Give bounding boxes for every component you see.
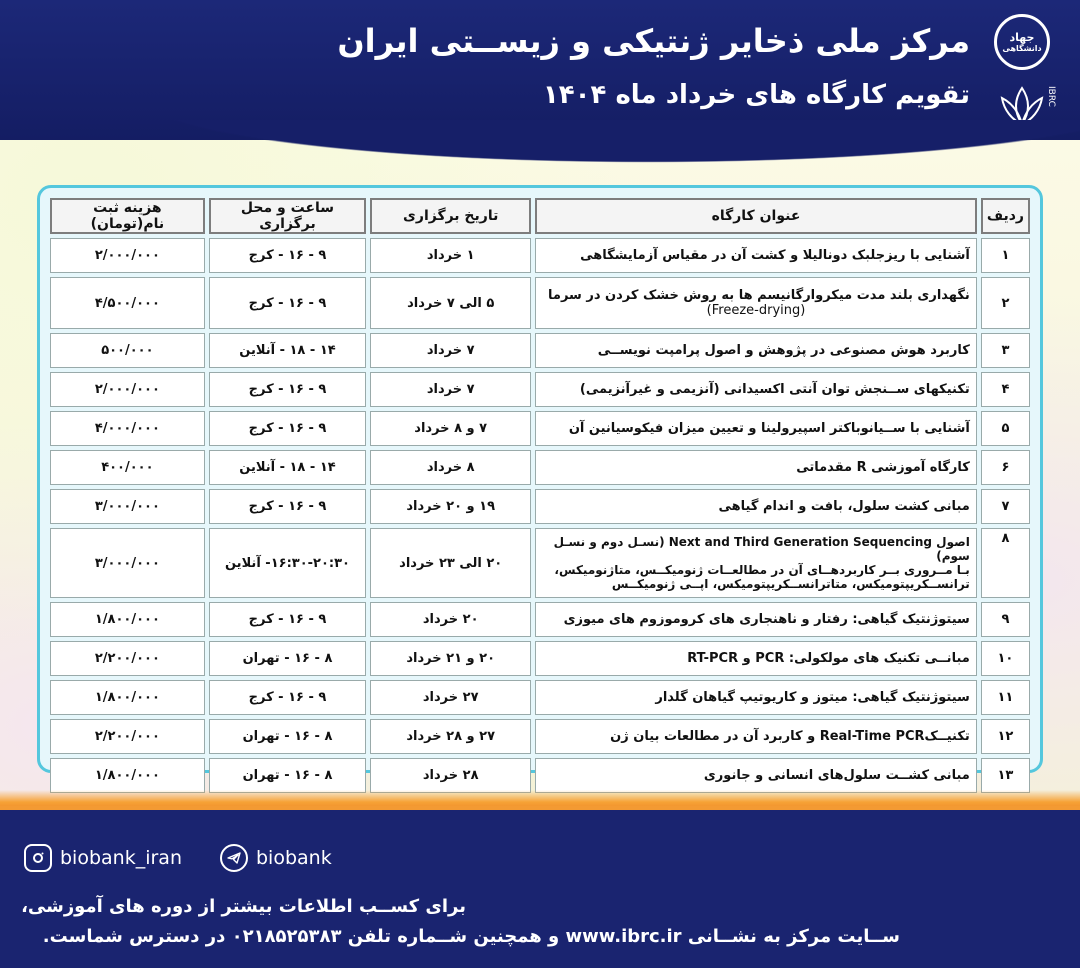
ibrc-logo-text: IBRC [1046,86,1056,107]
info-line-1: برای کســب اطلاعات بیشتر از دوره های آموزشی، [21,896,466,917]
row-time-place: ۹ - ۱۶ - کرج [209,277,367,329]
row-index: ۱۳ [981,758,1030,793]
row-time-place: ۹ - ۱۶ - کرج [209,411,367,446]
info-line-2: ســایت مرکز به نشــانی www.ibrc.ir و همچنین شــماره تلفن ۰۲۱۸۵۲۵۳۸۳ در دسترس شماست. [42,926,900,947]
row-date: ۵ الی ۷ خرداد [370,277,531,329]
row-title: آشنایی با ســیانوباکتر اسپیرولینا و تعیین میزان فیکوسیانین آن [535,411,977,446]
row-fee: ۳/۰۰۰/۰۰۰ [50,489,205,524]
row-title: تکنیــکReal-Time PCR و کاربرد آن در مطالعات بیان ژن [535,719,977,754]
table-row [50,528,1030,598]
row-title-line: نگهداری بلند مدت میکروارگانیسم ها به روش خشک کردن در سرما [548,288,970,303]
header-fee: هزینه ثبت نام(تومان) [50,198,205,234]
row-index: ۱۱ [981,680,1030,715]
header-banner [0,0,1080,140]
row-title-line: اصول Next and Third Generation Sequencing (نسـل دوم و نسـل سوم) [553,535,970,563]
row-title-line-2: بـا مــروری بــر کاربردهــای آن در مطالعــات ژنومیکــس، متاژنومیکس، [554,563,970,577]
table-row [50,602,1030,637]
table-row [50,680,1030,715]
row-time-place: ۱۴ - ۱۸ - آنلاین [209,450,367,485]
header-date: تاریخ برگزاری [370,198,531,234]
row-date: ۲۰ خرداد [370,602,531,637]
instagram-handle: biobank_iran [60,847,182,869]
table-row [50,489,1030,524]
workshop-table [46,194,1034,797]
row-index: ۸ [981,528,1030,598]
row-fee: ۳/۰۰۰/۰۰۰ [50,528,205,598]
page-title: مرکز ملی ذخایر ژنتیکی و زیســتی ایران [337,22,970,60]
header-index: ردیف [981,198,1030,234]
row-time-place: ۹ - ۱۶ - کرج [209,680,367,715]
header-title: عنوان کارگاه [535,198,977,234]
table-row [50,450,1030,485]
row-fee: ۱/۸۰۰/۰۰۰ [50,758,205,793]
row-index: ۶ [981,450,1030,485]
table-row [50,641,1030,676]
row-title: مبانی کشت سلول، بافت و اندام گیاهی [535,489,977,524]
jahad-logo-subtext: دانشگاهی [1002,44,1042,53]
row-fee: ۱/۸۰۰/۰۰۰ [50,680,205,715]
instagram-link[interactable] [24,844,182,872]
header-curve [0,120,1080,180]
row-time-place: ۹ - ۱۶ - کرج [209,489,367,524]
row-date: ۷ و ۸ خرداد [370,411,531,446]
telegram-handle: biobank [256,847,332,869]
row-fee: ۲/۰۰۰/۰۰۰ [50,238,205,273]
row-fee: ۲/۰۰۰/۰۰۰ [50,372,205,407]
row-fee: ۵۰۰/۰۰۰ [50,333,205,368]
row-index: ۱۰ [981,641,1030,676]
row-index: ۹ [981,602,1030,637]
row-title: مبانی کشــت سلول‌های انسانی و جانوری [535,758,977,793]
row-time-place: ۱۴ - ۱۸ - آنلاین [209,333,367,368]
row-time-place: ۸ - ۱۶ - تهران [209,758,367,793]
row-title: تکنیکهای ســنجش توان آنتی اکسیدانی (آنزیمی و غیرآنزیمی) [535,372,977,407]
row-index: ۷ [981,489,1030,524]
table-row [50,238,1030,273]
row-date: ۱۹ و ۲۰ خرداد [370,489,531,524]
row-index: ۴ [981,372,1030,407]
row-date: ۷ خرداد [370,333,531,368]
row-time-place: ۹ - ۱۶ - کرج [209,602,367,637]
table-row [50,333,1030,368]
row-title: کاربرد هوش مصنوعی در پژوهش و اصول پرامپت نویســی [535,333,977,368]
row-time-place: ۱۶:۳۰-۲۰:۳۰- آنلاین [209,528,367,598]
row-index: ۵ [981,411,1030,446]
row-date: ۸ خرداد [370,450,531,485]
row-date: ۲۷ و ۲۸ خرداد [370,719,531,754]
row-title-en: (Freeze-drying) [706,303,806,318]
row-title: مبانــی تکنیک های مولکولی: PCR و RT-PCR [535,641,977,676]
header-time-place: ساعت و محل برگزاری [209,198,367,234]
row-fee: ۲/۲۰۰/۰۰۰ [50,641,205,676]
row-title-line-3: ترانســکریپتومیکس، متاترانســکریپتومیکس، اپــی ژنومیکــس [611,577,970,591]
row-index: ۳ [981,333,1030,368]
row-title: آشنایی با ریزجلبک دونالیلا و کشت آن در مقیاس آزمایشگاهی [535,238,977,273]
row-fee: ۴۰۰/۰۰۰ [50,450,205,485]
instagram-icon [24,844,52,872]
row-date: ۱ خرداد [370,238,531,273]
row-time-place: ۹ - ۱۶ - کرج [209,238,367,273]
jahad-logo [994,14,1050,70]
jahad-logo-text: جهاد [1009,31,1035,44]
row-date: ۲۰ الی ۲۳ خرداد [370,528,531,598]
row-index: ۱۲ [981,719,1030,754]
row-title [535,277,977,329]
row-time-place: ۸ - ۱۶ - تهران [209,641,367,676]
row-date: ۲۰ و ۲۱ خرداد [370,641,531,676]
row-fee: ۴/۰۰۰/۰۰۰ [50,411,205,446]
row-date: ۲۷ خرداد [370,680,531,715]
row-fee: ۴/۵۰۰/۰۰۰ [50,277,205,329]
row-time-place: ۹ - ۱۶ - کرج [209,372,367,407]
table-row [50,372,1030,407]
telegram-icon [220,844,248,872]
row-index: ۲ [981,277,1030,329]
row-title: سیتوژنتیک گیاهی: رفتار و ناهنجاری های کروموزوم های میوزی [535,602,977,637]
row-fee: ۱/۸۰۰/۰۰۰ [50,602,205,637]
row-time-place: ۸ - ۱۶ - تهران [209,719,367,754]
row-title: سیتوژنتیک گیاهی: میتوز و کاریوتیپ گیاهان گلدار [535,680,977,715]
row-date: ۲۸ خرداد [370,758,531,793]
telegram-link[interactable] [220,844,332,872]
table-row [50,758,1030,793]
row-fee: ۲/۲۰۰/۰۰۰ [50,719,205,754]
page-subtitle: تقویم کارگاه های خرداد ماه ۱۴۰۴ [542,80,970,110]
table-header-row [50,198,1030,234]
footer [0,806,1080,968]
row-title [535,528,977,598]
table-row [50,719,1030,754]
row-index: ۱ [981,238,1030,273]
table-row [50,411,1030,446]
row-date: ۷ خرداد [370,372,531,407]
table-row [50,277,1030,329]
row-title: کارگاه آموزشی R مقدماتی [535,450,977,485]
